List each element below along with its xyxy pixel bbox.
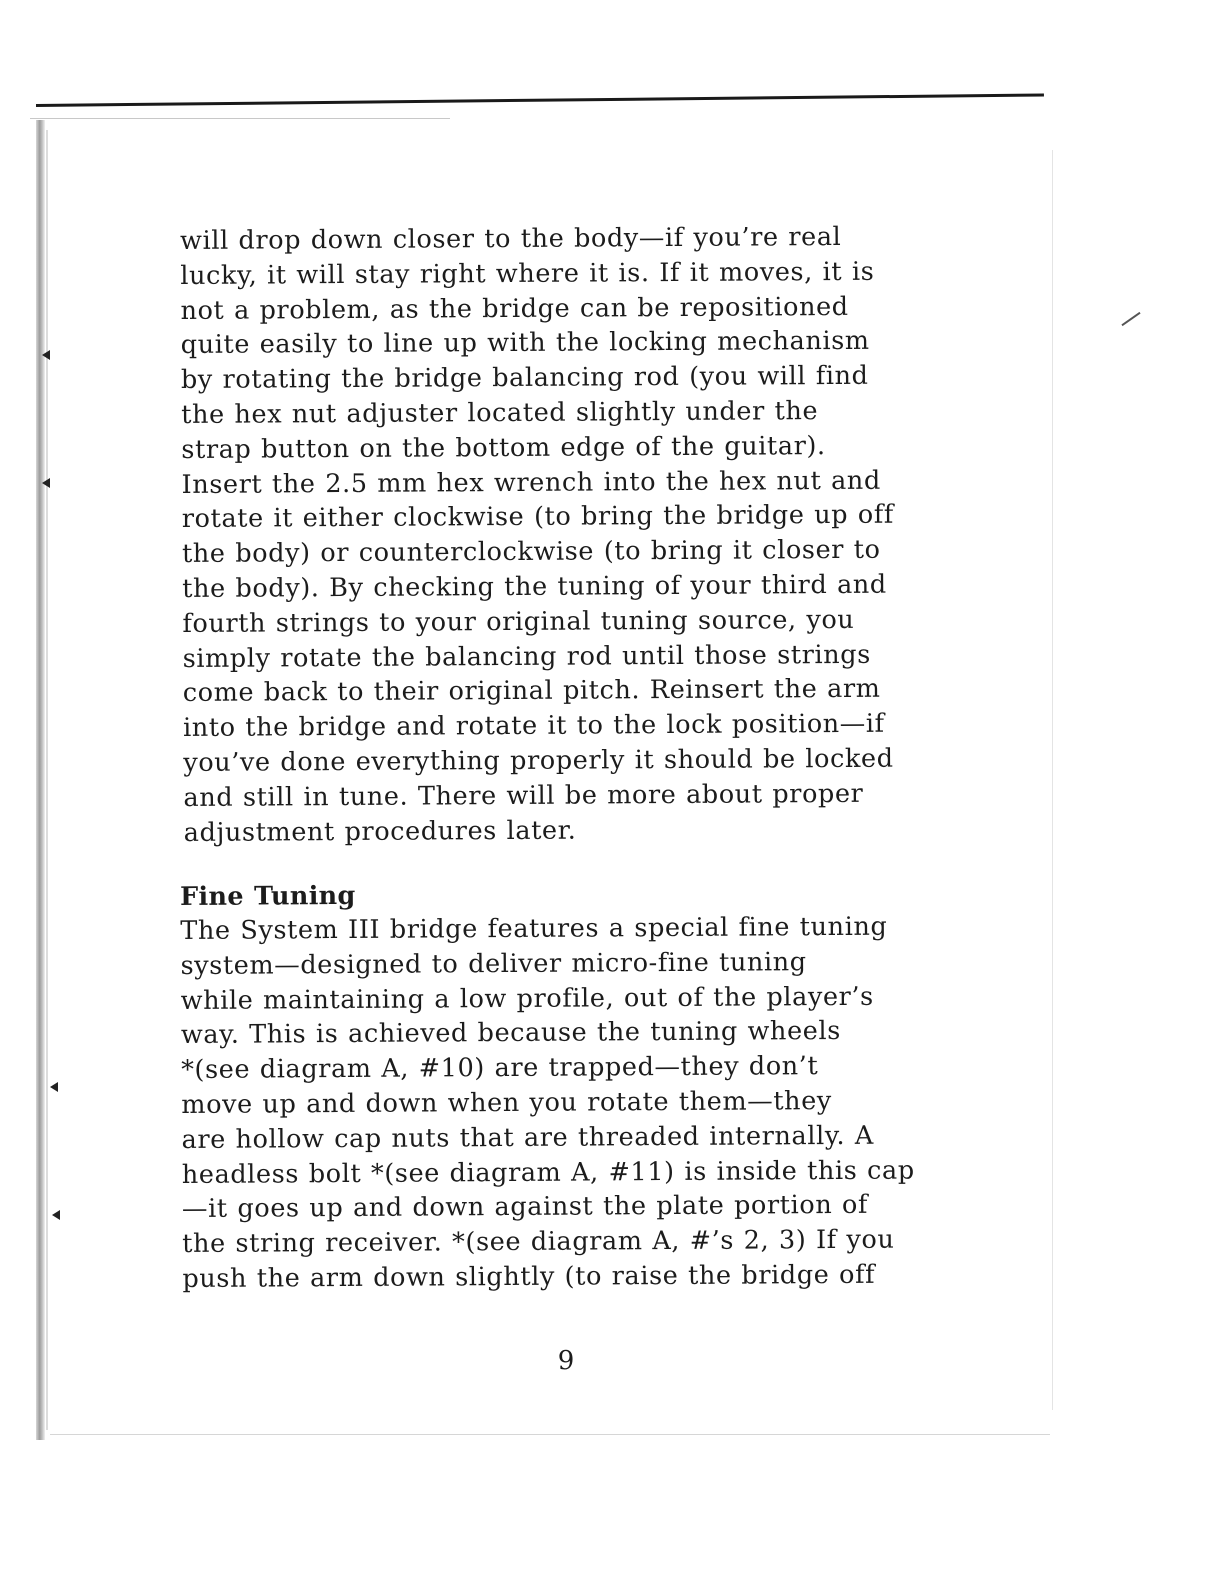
text-line: come back to their original pitch. Reinsert the arm	[182, 674, 881, 709]
text-line: —it goes up and down against the plate portion of	[181, 1190, 869, 1225]
text-line: the body). By checking the tuning of your third and	[182, 569, 887, 604]
section-heading: Fine Tuning	[180, 880, 356, 912]
text-line: while maintaining a low profile, out of the player’s	[180, 981, 874, 1016]
text-line: strap button on the bottom edge of the guitar).	[181, 430, 826, 465]
bottom-page-edge	[50, 1434, 1050, 1435]
text-line: Insert the 2.5 mm hex wrench into the hex nut and	[181, 465, 881, 500]
text-line: and still in tune. There will be more about proper	[183, 778, 864, 813]
text-line: *(see diagram A, #10) are trapped—they don’t	[181, 1051, 819, 1086]
text-line: way. This is achieved because the tuning wheels	[180, 1016, 841, 1051]
top-rule-faint	[30, 118, 450, 119]
left-binding-shadow	[46, 130, 48, 1430]
text-line: push the arm down slightly (to raise the bridge off	[182, 1259, 876, 1294]
text-line: fourth strings to your original tuning source, you	[182, 604, 855, 639]
top-rule	[36, 93, 1044, 107]
text-line: will drop down closer to the body—if you’re real	[180, 221, 842, 256]
binding-mark	[50, 1082, 58, 1092]
text-line: you’ve done everything properly it should be locked	[183, 743, 894, 778]
text-line: The System III bridge features a special fine tuning	[180, 911, 888, 946]
text-line: adjustment procedures later.	[183, 815, 577, 848]
text-line: are hollow cap nuts that are threaded internally. A	[181, 1120, 874, 1155]
text-line: rotate it either clockwise (to bring the bridge up off	[181, 500, 894, 535]
stray-pen-mark	[1121, 312, 1140, 326]
text-line: the string receiver. *(see diagram A, #’s 2, 3) If you	[182, 1224, 895, 1260]
text-line: simply rotate the balancing rod until those strings	[182, 639, 871, 674]
text-line: move up and down when you rotate them—they	[181, 1086, 832, 1120]
binding-mark	[42, 350, 50, 360]
text-line: headless bolt *(see diagram A, #11) is inside this cap	[181, 1155, 915, 1190]
text-line: the body) or counterclockwise (to bring it closer to	[181, 534, 881, 570]
binding-mark	[52, 1210, 60, 1220]
section-fine-tuning	[180, 875, 943, 1296]
right-page-edge	[1052, 150, 1053, 1410]
page-number: 9	[557, 1346, 575, 1376]
paragraph-bridge-adjustment	[180, 219, 944, 850]
binding-mark	[42, 478, 50, 488]
text-line: into the bridge and rotate it to the lock position—if	[182, 708, 885, 744]
text-line: system—designed to deliver micro-fine tuning	[180, 946, 807, 981]
text-line: by rotating the bridge balancing rod (you will find	[180, 360, 869, 396]
left-binding-edge	[36, 120, 45, 1440]
text-line: lucky, it will stay right where it is. If it moves, it is	[180, 256, 875, 291]
text-line: the hex nut adjuster located slightly under the	[181, 396, 819, 430]
text-line: quite easily to line up with the locking mechanism	[180, 326, 870, 361]
text-line: not a problem, as the bridge can be repositioned	[180, 291, 849, 326]
